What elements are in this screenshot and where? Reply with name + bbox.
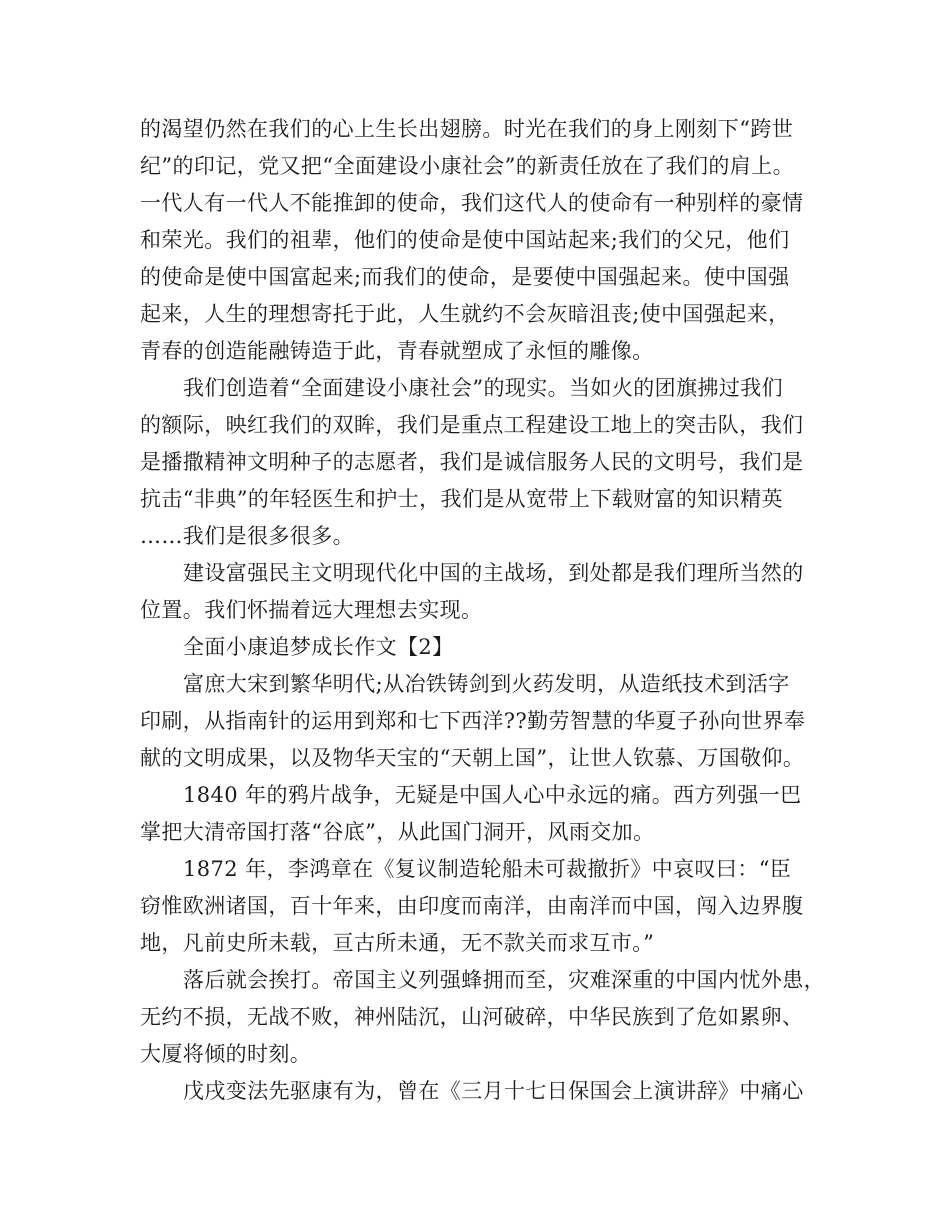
text-line: 的使命是使中国富起来;而我们的使命，是要使中国强起来。使中国强 (140, 265, 790, 289)
paragraph-first-line: 戊戌变法先驱康有为，曾在《三月十七日保国会上演讲辞》中痛心 (183, 1079, 804, 1103)
text-line: 的渴望仍然在我们的心上生长出翅膀。时光在我们的身上刚刻下“跨世 (140, 117, 794, 141)
paragraph-first-line: 1872 年，李鸿章在《复议制造轮船未可裁撤折》中哀叹曰：“臣 (183, 857, 792, 881)
text-line: 大厦将倾的时刻。 (140, 1042, 312, 1066)
text-line: 地，凡前史所未载，亘古所未通，无不款关而求互市。” (140, 931, 655, 955)
text-line: 献的文明成果，以及物华天宝的“天朝上国”，让世人钦慕、万国敬仰。 (140, 746, 805, 770)
text-line: 起来，人生的理想寄托于此，人生就约不会灰暗沮丧;使中国强起来， (140, 302, 790, 326)
paragraph-first-line: 富庶大宋到繁华明代;从冶铁铸剑到火药发明，从造纸技术到活字 (183, 672, 790, 696)
text-line: 是播撒精神文明种子的志愿者，我们是诚信服务人民的文明号，我们是 (140, 450, 804, 474)
text-line: 的额际，映红我们的双眸，我们是重点工程建设工地上的突击队，我们 (140, 413, 804, 437)
section-heading: 全面小康追梦成长作文【2】 (183, 635, 454, 659)
text-line: 一代人有一代人不能推卸的使命，我们这代人的使命有一种别样的豪情 (140, 191, 804, 215)
text-line: 和荣光。我们的祖辈，他们的使命是使中国站起来;我们的父兄，他们 (140, 228, 790, 252)
paragraph-first-line: 落后就会挨打。帝国主义列强蜂拥而至，灾难深重的中国内忧外患， (183, 968, 825, 992)
text-line: 抗击“非典”的年轻医生和护士，我们是从宽带上下载财富的知识精英 (140, 487, 783, 511)
text-line: ……我们是很多很多。 (140, 524, 354, 548)
text-line: 青春的创造能融铸造于此，青春就塑成了永恒的雕像。 (140, 339, 654, 363)
text-line: 窃惟欧洲诸国，百十年来，由印度而南洋，由南洋而中国，闯入边界腹 (140, 894, 804, 918)
paragraph-first-line: 建设富强民主文明现代化中国的主战场，到处都是我们理所当然的 (183, 561, 804, 585)
text-line: 纪”的印记，党又把“全面建设小康社会”的新责任放在了我们的肩上。 (140, 154, 795, 178)
paragraph-first-line: 1840 年的鸦片战争，无疑是中国人心中永远的痛。西方列强一巴 (183, 783, 802, 807)
paragraph-first-line: 我们创造着“全面建设小康社会”的现实。当如火的团旗拂过我们 (183, 376, 784, 400)
text-line: 位置。我们怀揣着远大理想去实现。 (140, 598, 483, 622)
text-line: 印刷，从指南针的运用到郑和七下西洋??勤劳智慧的华夏子孙向世界奉 (140, 709, 806, 733)
text-line: 无约不损，无战不败，神州陆沉，山河破碎，中华民族到了危如累卵、 (140, 1005, 804, 1029)
text-line: 掌把大清帝国打落“谷底”，从此国门洞开，风雨交加。 (140, 820, 655, 844)
